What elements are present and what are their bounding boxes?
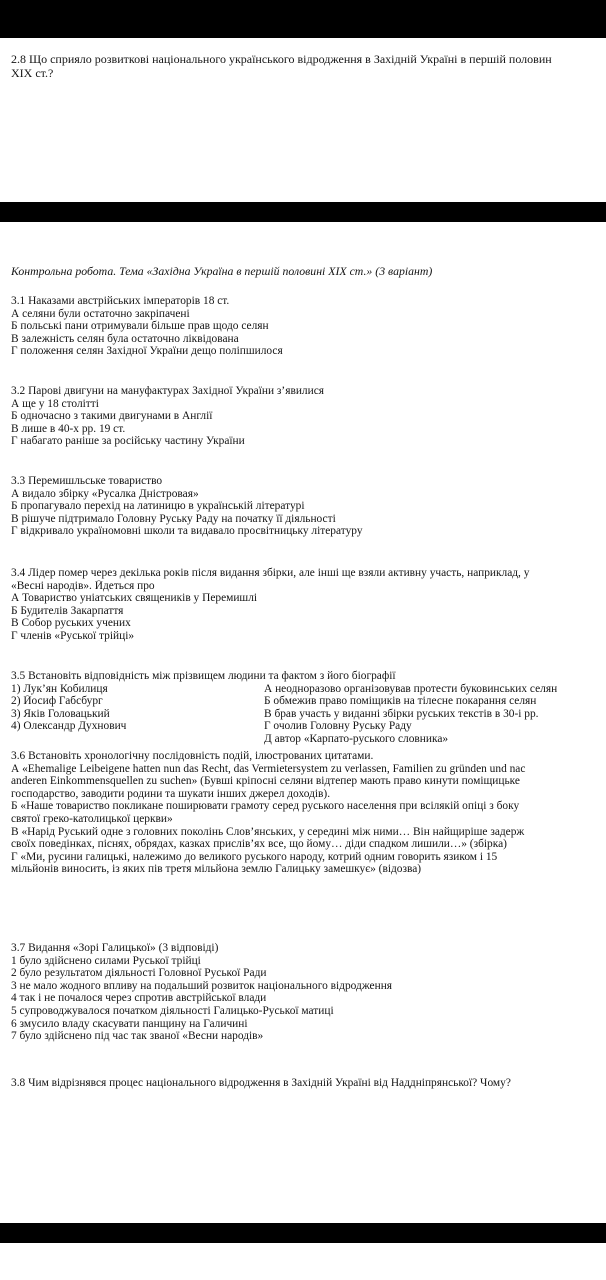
question-text: 3.8 Чим відрізнявся процес національного відродження в Західній Україні від Наддніпрянської? Чому? [11,1077,511,1089]
black-band-middle [0,202,606,222]
quote-line: своїх поведінках, піснях, обрядах, казках прислів’ях все, що йому… діди спадком лишили…» (збірка) [11,838,507,851]
quote-line: святої греко-католицької церкви» [11,812,173,825]
answer-option: 3 не мало жодного впливу на подальший розвиток національного відродження [11,979,393,992]
answer-option: 7 було здійснено під час так званої «Весни народів» [11,1030,264,1043]
quote-line: anderen Einkommensquellen zu suchen» (Бувші кріпосні селяни відтепер мають право кинути поміщицьке [11,775,520,788]
matching-fact: Б обмежив право поміщиків на тілесне покарання селян [264,695,537,708]
answer-option: А ще у 18 столітті [11,397,99,410]
quote-line: В «Нарід Руський одне з головних поколінь Слов’янських, у середині між ними… Він найщиріше задерж [11,825,525,838]
matching-person: 1) Лук’ян Кобилиця [11,682,108,695]
answer-option: Г набагато раніше за російську частину України [11,435,245,448]
answer-option: 4 так і не почалося через спротив австрійської влади [11,992,267,1005]
answer-option: 1 було здійснено силами Руської трійці [11,954,201,967]
answer-option: Б пропагувало перехід на латиницю в українській літературі [11,500,305,513]
matching-row [11,683,606,696]
question-3-8 [11,1077,606,1090]
answer-option: 6 змусило владу скасувати панщину на Галичині [11,1017,248,1030]
question-2-8 [11,52,606,80]
answer-option: А видало збірку «Русалка Дністровая» [11,487,199,500]
quote-line: А «Ehemalige Leibeigene hatten nun das Recht, das Vermietersystem zu verlassen, Familien zu gründen und nac [11,762,526,775]
answer-option: Г відкривало україномовні школи та видавало просвітницьку літературу [11,525,363,538]
question-3-7 [11,942,606,1043]
matching-fact: Г очолив Головну Руську Раду [264,720,412,733]
matching-person: 4) Олександр Духнович [11,720,127,733]
answer-option: В лише в 40-х рр. 19 ст. [11,422,126,435]
answer-option: Б одночасно з такими двигунами в Англії [11,410,213,423]
question-text: 3.3 Перемишльське товариство [11,475,163,487]
question-3-1 [11,295,606,358]
answer-option: А Товариство уніатських священиків у Перемишлі [11,592,258,605]
page-title: Контрольна робота. Тема «Західна Україна в першій половині XIX ст.» (3 варіант) [11,265,433,278]
quote-line: мільйонів виносить, із яких пів третя мільйона землю Галицьку замешкує» (відозва) [11,863,422,876]
answer-option: 2 було результатом діяльності Головної Руської Ради [11,967,267,980]
matching-fact: А неодноразово організовував протести буковинських селян [264,682,558,695]
question-text: 3.4 Лідер помер через декілька років після видання збірки, але інші ще взяли активну участь, наприклад, у [11,567,530,579]
quote-line: Б «Наше товариство покликане поширювати грамоту серед руського населення при всілякій опіці з боку [11,800,520,813]
answer-option: Г членів «Руської трійці» [11,629,135,642]
question-text: 3.7 Видання «Зорі Галицької» (3 відповіді) [11,942,219,954]
answer-option: Б Будителів Закарпаття [11,604,124,617]
answer-option: В залежність селян була остаточно ліквідована [11,332,239,345]
question-3-2 [11,385,606,448]
question-3-4 [11,567,606,643]
answer-option: В рішуче підтримало Головну Руську Раду на початку її діяльності [11,512,336,525]
matching-row [11,695,606,708]
question-text: 3.2 Парові двигуни на мануфактурах Західної України з’явилися [11,385,325,397]
quote-line: Г «Ми, русини галицькі, належимо до великого руського народу, котрий одним говорить язиком і 15 [11,850,498,863]
question-text: 3.6 Встановіть хронологічну послідовність подій, ілюстрованих цитатами. [11,750,374,762]
matching-fact: В брав участь у виданні збірки руських текстів в 30-і рр. [264,707,539,720]
black-band-top [0,0,606,38]
matching-row [11,708,606,721]
matching-row [11,720,606,733]
answer-option: Г положення селян Західної України дещо поліпшилося [11,345,283,358]
answer-option: В Собор руських учених [11,617,131,630]
question-3-5 [11,670,606,746]
matching-fact: Д автор «Карпато-руського словника» [264,732,449,745]
test-title [11,265,606,278]
answer-option: Б польські пани отримували більше прав щодо селян [11,320,269,333]
answer-option: 5 супроводжувалося початком діяльності Галицько-Руської матиці [11,1004,334,1017]
answer-option: А селяни були остаточно закріпачені [11,307,190,320]
question-line: XIX ст.? [11,66,54,80]
quote-line: господарство, заводити родини та шукати інших джерел доходів). [11,787,331,800]
matching-person: 3) Яків Головацький [11,707,110,720]
black-band-bottom [0,1223,606,1243]
question-text: «Весні народів». Йдеться про [11,579,155,592]
question-text: 3.5 Встановіть відповідність між прізвищем людини та фактом з його біографії [11,670,396,682]
question-3-3 [11,475,606,538]
matching-person: 2) Йосиф Габсбург [11,695,103,708]
question-text: 3.1 Наказами австрійських імператорів 18 ст. [11,295,230,307]
question-3-6 [11,750,606,876]
question-line: 2.8 Що сприяло розвиткові національного українського відродження в Західній Україні в першій половин [11,52,552,66]
